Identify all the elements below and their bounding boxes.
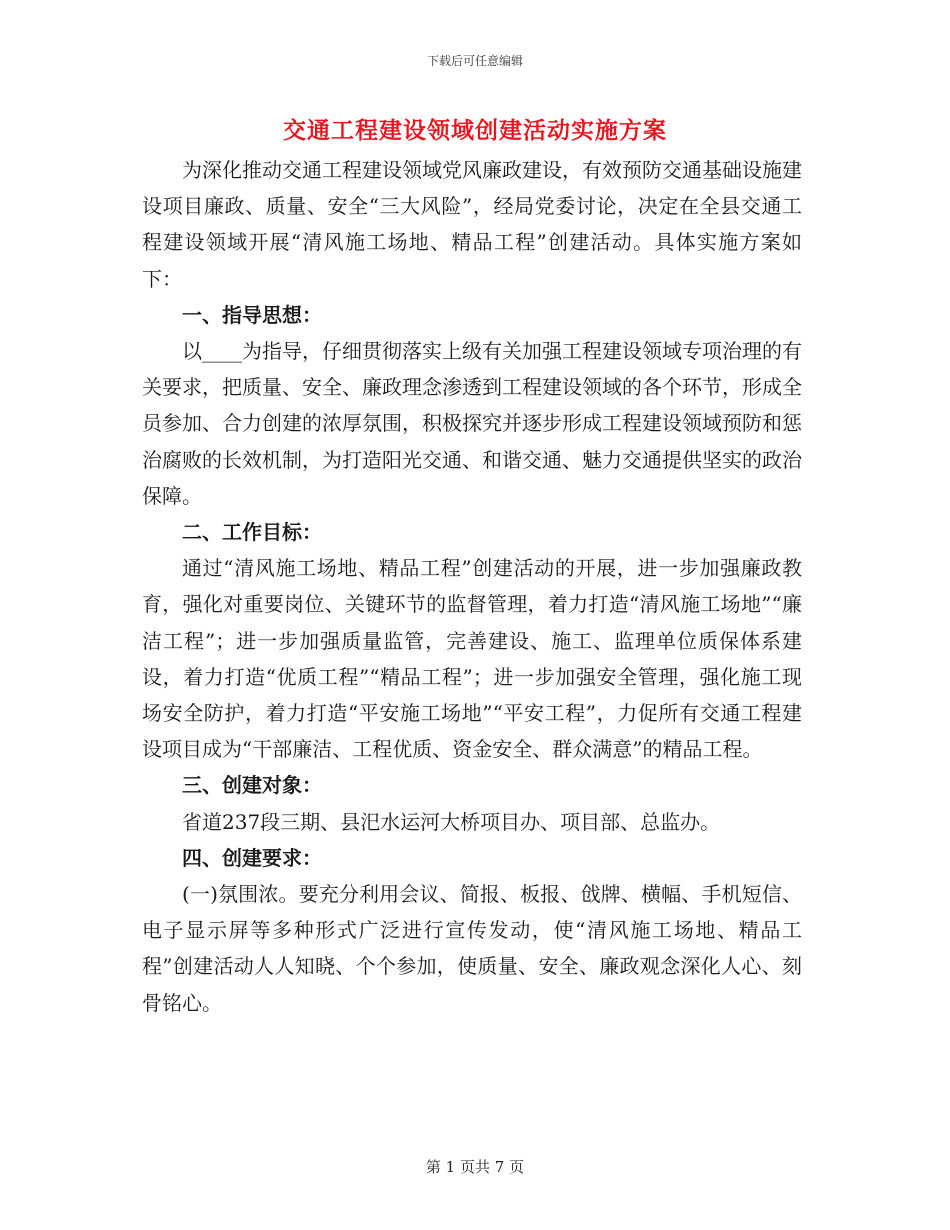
page-number: 第 1 页共 7 页 bbox=[425, 1158, 525, 1176]
section-body-requirements: (一)氛围浓。要充分利用会议、简报、板报、戗牌、横幅、手机短信、电子显示屏等多种形式广泛进行宣传发动，使“清风施工场地、精品工程”创建活动人人知晓、个个参加，使质量、安全、廉政观念深化人心、刻骨铭心。 bbox=[142, 882, 802, 1015]
section-heading-guiding-thought: 一、指导思想： bbox=[182, 302, 322, 327]
section-body-guiding-thought: 以____为指导，仔细贯彻落实上级有关加强工程建设领域专项治理的有关要求，把质量、安全、廉政理念渗透到工程建设领域的各个环节，形成全员参加、合力创建的浓厚氛围，积极探究并逐步形成工程建设领域预防和惩治腐败的长效机制，为打造阳光交通、和谐交通、魅力交通提供坚实的政治保障。 bbox=[142, 339, 802, 508]
document-title: 交通工程建设领域创建活动实施方案 bbox=[283, 117, 667, 144]
section-heading-targets: 三、创建对象： bbox=[182, 773, 322, 798]
section-body-work-goals: 通过“清风施工场地、精品工程”创建活动的开展，进一步加强廉政教育，强化对重要岗位、关键环节的监督管理，着力打造“清风施工场地”“廉洁工程”；进一步加强质量监管，完善建设、施工、监理单位质保体系建设，着力打造“优质工程”“精品工程”；进一步加强安全管理，强化施工现场安全防护，着力打造“平安施工场地”“平安工程”，力促所有交通工程建设项目成为“干部廉洁、工程优质、资金安全、群众满意”的精品工程。 bbox=[142, 556, 802, 762]
section-heading-work-goals: 二、工作目标： bbox=[182, 520, 322, 545]
section-heading-requirements: 四、创建要求： bbox=[182, 845, 322, 870]
intro-paragraph: 为深化推动交通工程建设领域党风廉政建设，有效预防交通基础设施建设项目廉政、质量、安全“三大风险”，经局党委讨论，决定在全县交通工程建设领域开展“清风施工场地、精品工程”创建活动。具体实施方案如下： bbox=[142, 158, 802, 291]
section-body-targets: 省道237段三期、县汜水运河大桥项目办、项目部、总监办。 bbox=[182, 809, 721, 834]
header-note: 下载后可任意编辑 bbox=[426, 54, 523, 68]
document-body bbox=[142, 152, 802, 1021]
